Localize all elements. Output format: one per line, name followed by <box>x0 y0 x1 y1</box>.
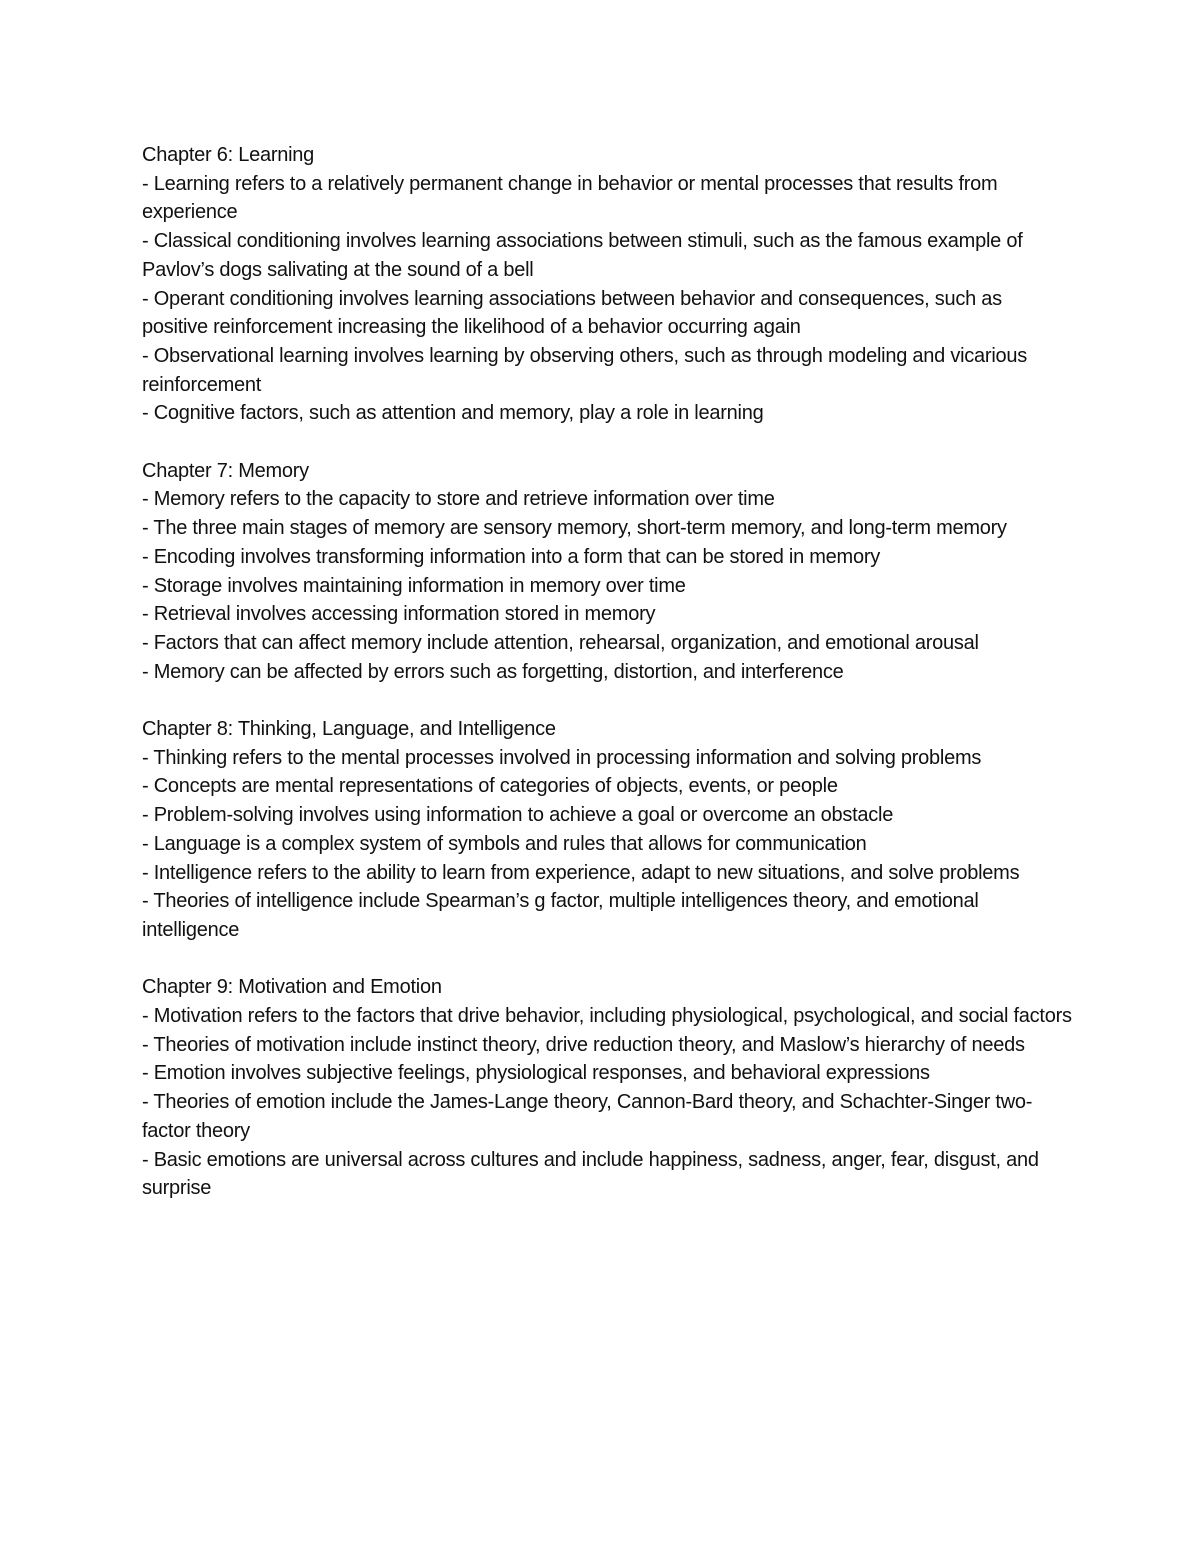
bullet-line: - The three main stages of memory are sensory memory, short-term memory, and long-term memory <box>142 517 1007 540</box>
bullet-line: - Retrieval involves accessing information stored in memory <box>142 603 656 626</box>
bullet-line: - Memory refers to the capacity to store and retrieve information over time <box>142 488 775 511</box>
bullet-line: - Operant conditioning involves learning associations between behavior and consequences, such as positive reinforcement increasing the likelihood of a behavior occurring again <box>142 287 1002 339</box>
bullet-line: - Factors that can affect memory include attention, rehearsal, organization, and emotional arousal <box>142 631 979 654</box>
bullet-line: - Basic emotions are universal across cultures and include happiness, sadness, anger, fear, disgust, and surprise <box>142 1148 1039 1200</box>
chapter-9-section <box>142 973 1072 1203</box>
bullet-line: - Memory can be affected by errors such as forgetting, distortion, and interference <box>142 660 844 683</box>
bullet-line: - Observational learning involves learning by observing others, such as through modeling and vicarious reinforcement <box>142 344 1028 396</box>
bullet-line: - Theories of emotion include the James-Lange theory, Cannon-Bard theory, and Schachter-Singer two-factor theory <box>142 1091 1033 1142</box>
bullet-line: - Problem-solving involves using information to achieve a goal or overcome an obstacle <box>142 804 894 827</box>
bullet-line: - Intelligence refers to the ability to learn from experience, adapt to new situations, and solve problems <box>142 861 1020 884</box>
chapter-7-section <box>142 457 1072 687</box>
bullet-line: - Thinking refers to the mental processes involved in processing information and solving problems <box>142 746 982 769</box>
bullet-line: - Emotion involves subjective feelings, physiological responses, and behavioral expressions <box>142 1062 930 1085</box>
bullet-line: - Cognitive factors, such as attention and memory, play a role in learning <box>142 402 764 425</box>
bullet-line: - Theories of intelligence include Spearman’s g factor, multiple intelligences theory, and emotional intelligence <box>142 890 979 941</box>
bullet-line: - Motivation refers to the factors that drive behavior, including physiological, psychological, and social factors <box>142 1005 1072 1028</box>
bullet-line: - Concepts are mental representations of categories of objects, events, or people <box>142 775 838 798</box>
bullet-line: - Classical conditioning involves learning associations between stimuli, such as the famous example of Pavlov’s dogs salivating at the sound of a bell <box>142 230 1023 281</box>
bullet-line: - Language is a complex system of symbols and rules that allows for communication <box>142 832 867 855</box>
bullet-line: - Encoding involves transforming information into a form that can be stored in memory <box>142 545 880 568</box>
chapter-heading: Chapter 8: Thinking, Language, and Intelligence <box>142 718 556 741</box>
chapter-heading: Chapter 9: Motivation and Emotion <box>142 976 442 999</box>
bullet-line: - Storage involves maintaining information in memory over time <box>142 574 686 597</box>
chapter-8-section <box>142 715 1072 945</box>
chapter-heading: Chapter 7: Memory <box>142 459 309 482</box>
chapter-heading: Chapter 6: Learning <box>142 144 315 166</box>
bullet-line: - Learning refers to a relatively permanent change in behavior or mental processes that results from experience <box>142 172 998 224</box>
chapter-6-section <box>142 141 1072 428</box>
bullet-line: - Theories of motivation include instinct theory, drive reduction theory, and Maslow’s hierarchy of needs <box>142 1033 1025 1056</box>
document-body <box>142 141 1072 1203</box>
